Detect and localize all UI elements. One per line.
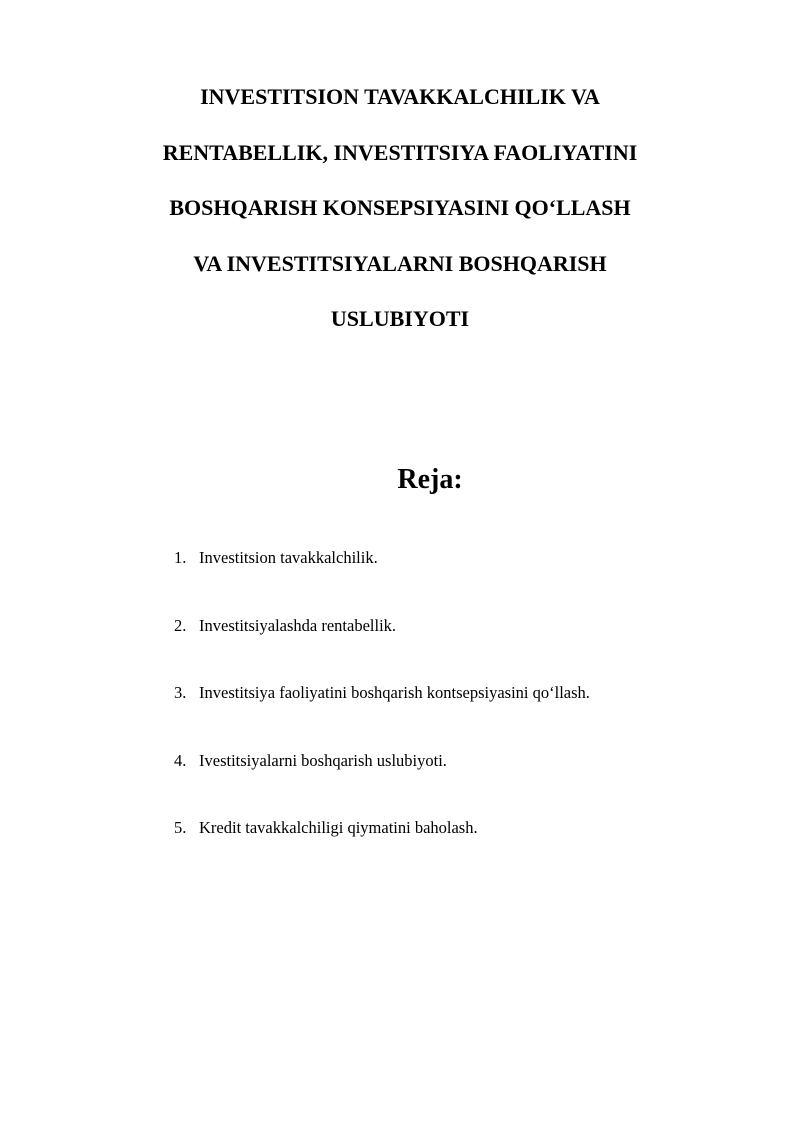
- plan-heading: Reja:: [397, 464, 463, 495]
- title-line: BOSHQARISH KONSEPSIYASINI QO‘LLASH: [169, 195, 631, 220]
- plan-item-text: Investitsion tavakkalchilik.: [199, 548, 378, 567]
- plan-item-number: 3.: [174, 683, 187, 702]
- document-title: [0, 78, 800, 356]
- plan-item: [174, 748, 590, 774]
- plan-item: [174, 545, 590, 571]
- plan-item-number: 5.: [174, 818, 187, 837]
- plan-item: [174, 680, 590, 706]
- title-line: INVESTITSION TAVAKKALCHILIK VA: [200, 84, 600, 109]
- plan-item-text: Ivestitsiyalarni boshqarish uslubiyoti.: [199, 750, 447, 770]
- plan-item: [174, 815, 590, 841]
- title-line: RENTABELLIK, INVESTITSIYA FAOLIYATINI: [162, 139, 638, 165]
- plan-item: [174, 613, 590, 639]
- title-line: USLUBIYOTI: [330, 306, 470, 331]
- plan-item-number: 2.: [174, 615, 187, 635]
- plan-item-text: Investitsiyalashda rentabellik.: [199, 615, 397, 635]
- plan-item-text: Investitsiya faoliyatini boshqarish kontsepsiyasini qo‘llash.: [199, 683, 590, 702]
- plan-item-number: 4.: [174, 750, 187, 770]
- plan-item-text: Kredit tavakkalchiligi qiymatini baholash.: [199, 818, 478, 837]
- title-line: VA INVESTITSIYALARNI BOSHQARISH: [193, 250, 607, 276]
- plan-list: [174, 545, 590, 883]
- plan-item-number: 1.: [174, 548, 187, 567]
